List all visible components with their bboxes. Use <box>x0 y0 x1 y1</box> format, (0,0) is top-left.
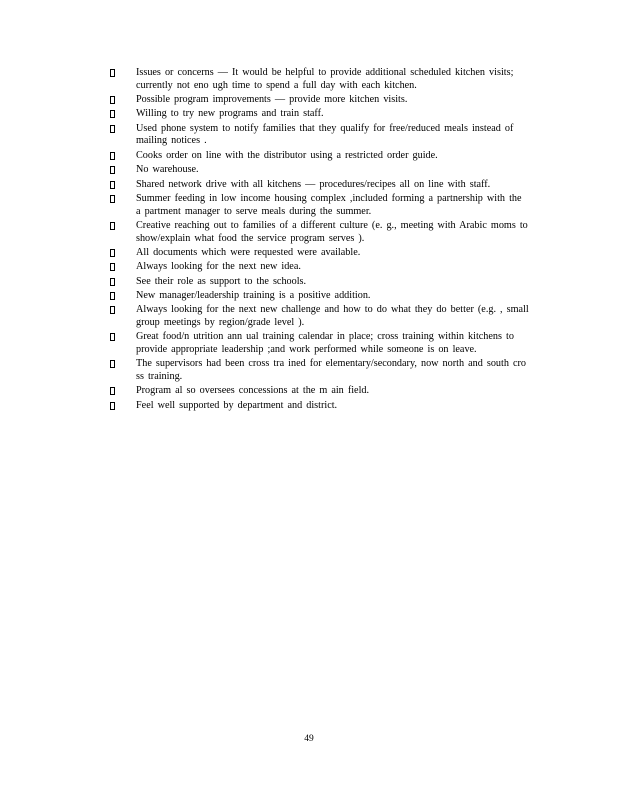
list-item-text: Used phone system to notify families that they qualify for free/reduced meals instead of mailing notices . <box>136 122 514 147</box>
list-item-text: Program al so oversees concessions at the m ain field. <box>136 385 370 397</box>
list-item <box>110 304 530 329</box>
bullet-list <box>110 67 530 414</box>
list-item-text: Always looking for the next new challenge and how to do what they do better (e.g. , small group meetings by region/grade level ). <box>136 304 529 329</box>
list-item-text: Willing to try new programs and train staff. <box>136 108 324 120</box>
list-item <box>110 67 530 92</box>
list-item <box>110 94 530 107</box>
list-item <box>110 290 530 303</box>
square-bullet-icon <box>110 387 115 395</box>
list-item <box>110 164 530 177</box>
page-number: 49 <box>304 734 314 744</box>
list-item-text: New manager/leadership training is a positive addition. <box>136 290 371 302</box>
list-item-text: Cooks order on line with the distributor using a restricted order guide. <box>136 149 438 161</box>
list-item-text: Summer feeding in low income housing complex ,included forming a partnership with the a partment manager to serve meals during the summer. <box>136 192 522 217</box>
square-bullet-icon <box>110 402 115 410</box>
square-bullet-icon <box>110 222 115 230</box>
list-item <box>110 247 530 260</box>
list-item-text: Always looking for the next new idea. <box>136 261 301 273</box>
list-item-text: Issues or concerns — It would be helpful to provide additional scheduled kitchen visits; currently not eno ugh time to spend a full day with each kitchen. <box>136 67 514 91</box>
list-item <box>110 276 530 289</box>
list-item <box>110 179 530 192</box>
list-item <box>110 150 530 163</box>
list-item <box>110 261 530 274</box>
square-bullet-icon <box>110 152 115 160</box>
list-item <box>110 331 530 356</box>
list-item-text: Great food/n utrition ann ual training calendar in place; cross training within kitchens to provide appropriate leadership ;and work performed while someone is on leave. <box>136 331 514 356</box>
square-bullet-icon <box>110 69 115 77</box>
list-item <box>110 220 530 245</box>
square-bullet-icon <box>110 333 115 341</box>
square-bullet-icon <box>110 249 115 257</box>
list-item <box>110 385 530 398</box>
list-item-text: Feel well supported by department and district. <box>136 399 338 411</box>
square-bullet-icon <box>110 181 115 189</box>
list-item-text: No warehouse. <box>136 164 199 176</box>
list-item <box>110 108 530 121</box>
list-item-text: Creative reaching out to families of a different culture (e. g., meeting with Arabic moms to show/explain what food the service program serves ). <box>136 219 528 244</box>
square-bullet-icon <box>110 110 115 118</box>
list-item-text: Shared network drive with all kitchens — procedures/recipes all on line with staff. <box>136 178 491 190</box>
square-bullet-icon <box>110 306 115 314</box>
list-item-text: The supervisors had been cross tra ined for elementary/secondary, now north and south cro ss training. <box>136 358 526 383</box>
list-item <box>110 400 530 413</box>
square-bullet-icon <box>110 278 115 286</box>
list-item-text: Possible program improvements — provide more kitchen visits. <box>136 93 408 105</box>
list-item <box>110 123 530 148</box>
list-item-text: All documents which were requested were available. <box>136 246 361 258</box>
square-bullet-icon <box>110 125 115 133</box>
square-bullet-icon <box>110 166 115 174</box>
list-item <box>110 358 530 383</box>
square-bullet-icon <box>110 360 115 368</box>
square-bullet-icon <box>110 292 115 300</box>
square-bullet-icon <box>110 96 115 104</box>
square-bullet-icon <box>110 195 115 203</box>
square-bullet-icon <box>110 263 115 271</box>
list-item <box>110 193 530 218</box>
list-item-text: See their role as support to the schools. <box>136 275 307 287</box>
